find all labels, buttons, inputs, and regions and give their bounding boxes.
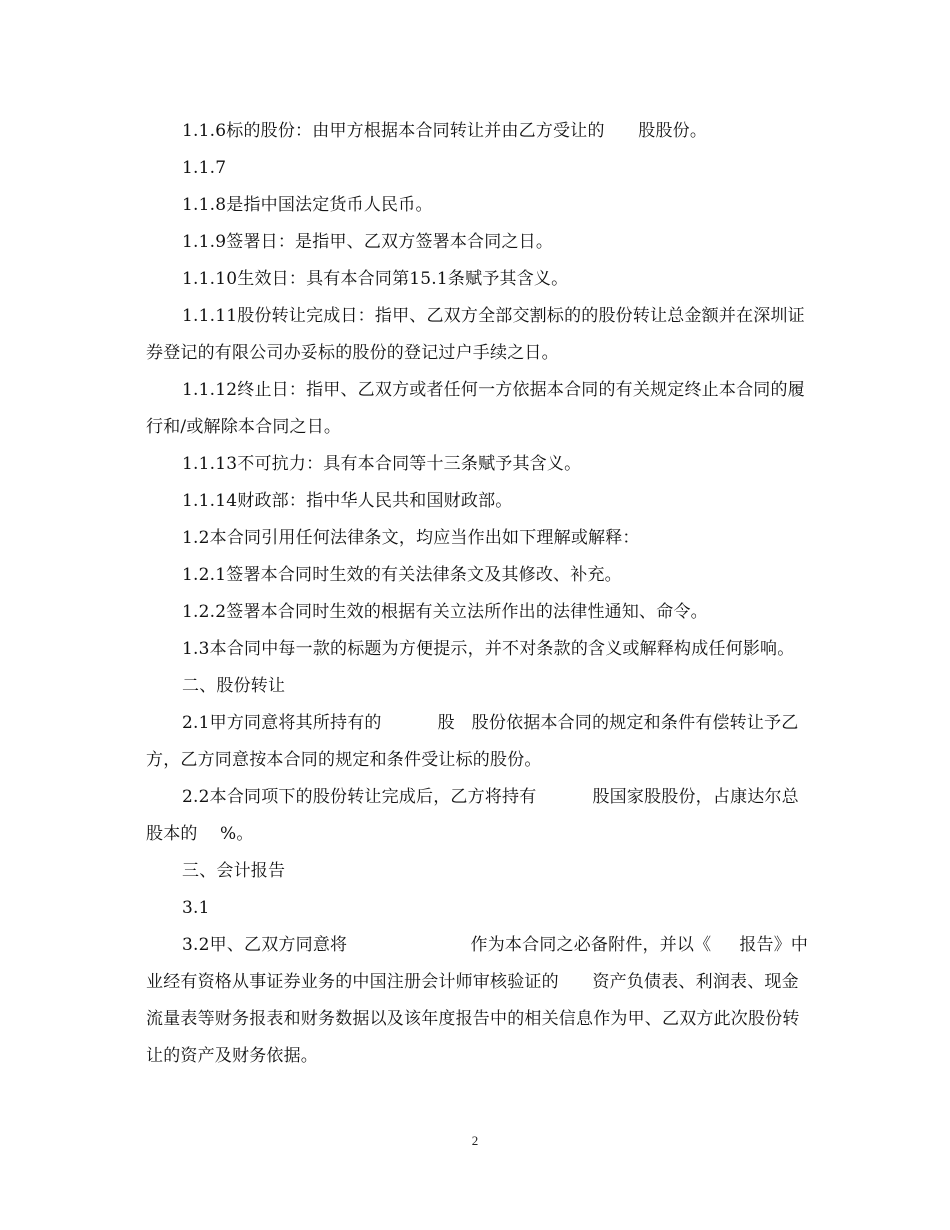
clause-1-1-9: 1.1.9签署日：是指甲、乙双方签署本合同之日。 bbox=[182, 232, 554, 252]
section-heading-3: 三、会计报告 bbox=[182, 861, 286, 881]
clause-1-2-1: 1.2.1签署本合同时生效的有关法律条文及其修改、补充。 bbox=[182, 565, 622, 585]
clause-1-1-11: 1.1.11股份转让完成日：指甲、乙双方全部交割标的的股份转让总金额并在深圳证券登记的有限公司办妥标的股份的登记过户手续之日。 bbox=[146, 306, 805, 363]
clause-1-1-13: 1.1.13不可抗力：具有本合同等十三条赋予其含义。 bbox=[182, 454, 582, 474]
clause-3-2: 3.2甲、乙双方同意将 作为本合同之必备附件，并以《 报告》中业经有资格从事证券业务的中国注册会计师审核验证的 资产负债表、利润表、现金流量表等财务报表和财务数据以及该年度报告中的相关信息作为甲、乙双方此次股份转让的资产及财务依据。 bbox=[146, 935, 809, 1066]
document-body bbox=[146, 113, 811, 1075]
clause-1-2: 1.2本合同引用任何法律条文，均应当作出如下理解或解释： bbox=[182, 528, 640, 548]
clause-1-1-8: 1.1.8是指中国法定货币人民币。 bbox=[182, 195, 433, 215]
clause-1-1-7: 1.1.7 bbox=[182, 158, 227, 178]
clause-2-1: 2.1甲方同意将其所持有的 股 股份依据本合同的规定和条件有偿转让予乙方，乙方同意按本合同的规定和条件受让标的股份。 bbox=[146, 713, 799, 770]
clause-1-1-6: 1.1.6标的股份：由甲方根据本合同转让并由乙方受让的 股股份。 bbox=[182, 121, 708, 141]
page-number: 2 bbox=[471, 1133, 479, 1148]
clause-1-1-12: 1.1.12终止日：指甲、乙双方或者任何一方依据本合同的有关规定终止本合同的履行和/或解除本合同之日。 bbox=[146, 380, 805, 437]
clause-1-3: 1.3本合同中每一款的标题为方便提示，并不对条款的含义或解释构成任何影响。 bbox=[182, 639, 795, 659]
clause-1-2-2: 1.2.2签署本合同时生效的根据有关立法所作出的法律性通知、命令。 bbox=[182, 602, 708, 622]
clause-2-2: 2.2本合同项下的股份转让完成后，乙方将持有 股国家股股份，占康达尔总股本的 %。 bbox=[146, 787, 799, 844]
clause-1-1-14: 1.1.14财政部：指中华人民共和国财政部。 bbox=[182, 491, 513, 511]
clause-1-1-10: 1.1.10生效日：具有本合同第15.1条赋予其含义。 bbox=[182, 269, 569, 289]
clause-3-1: 3.1 bbox=[182, 898, 210, 918]
section-heading-2: 二、股份转让 bbox=[182, 676, 286, 696]
